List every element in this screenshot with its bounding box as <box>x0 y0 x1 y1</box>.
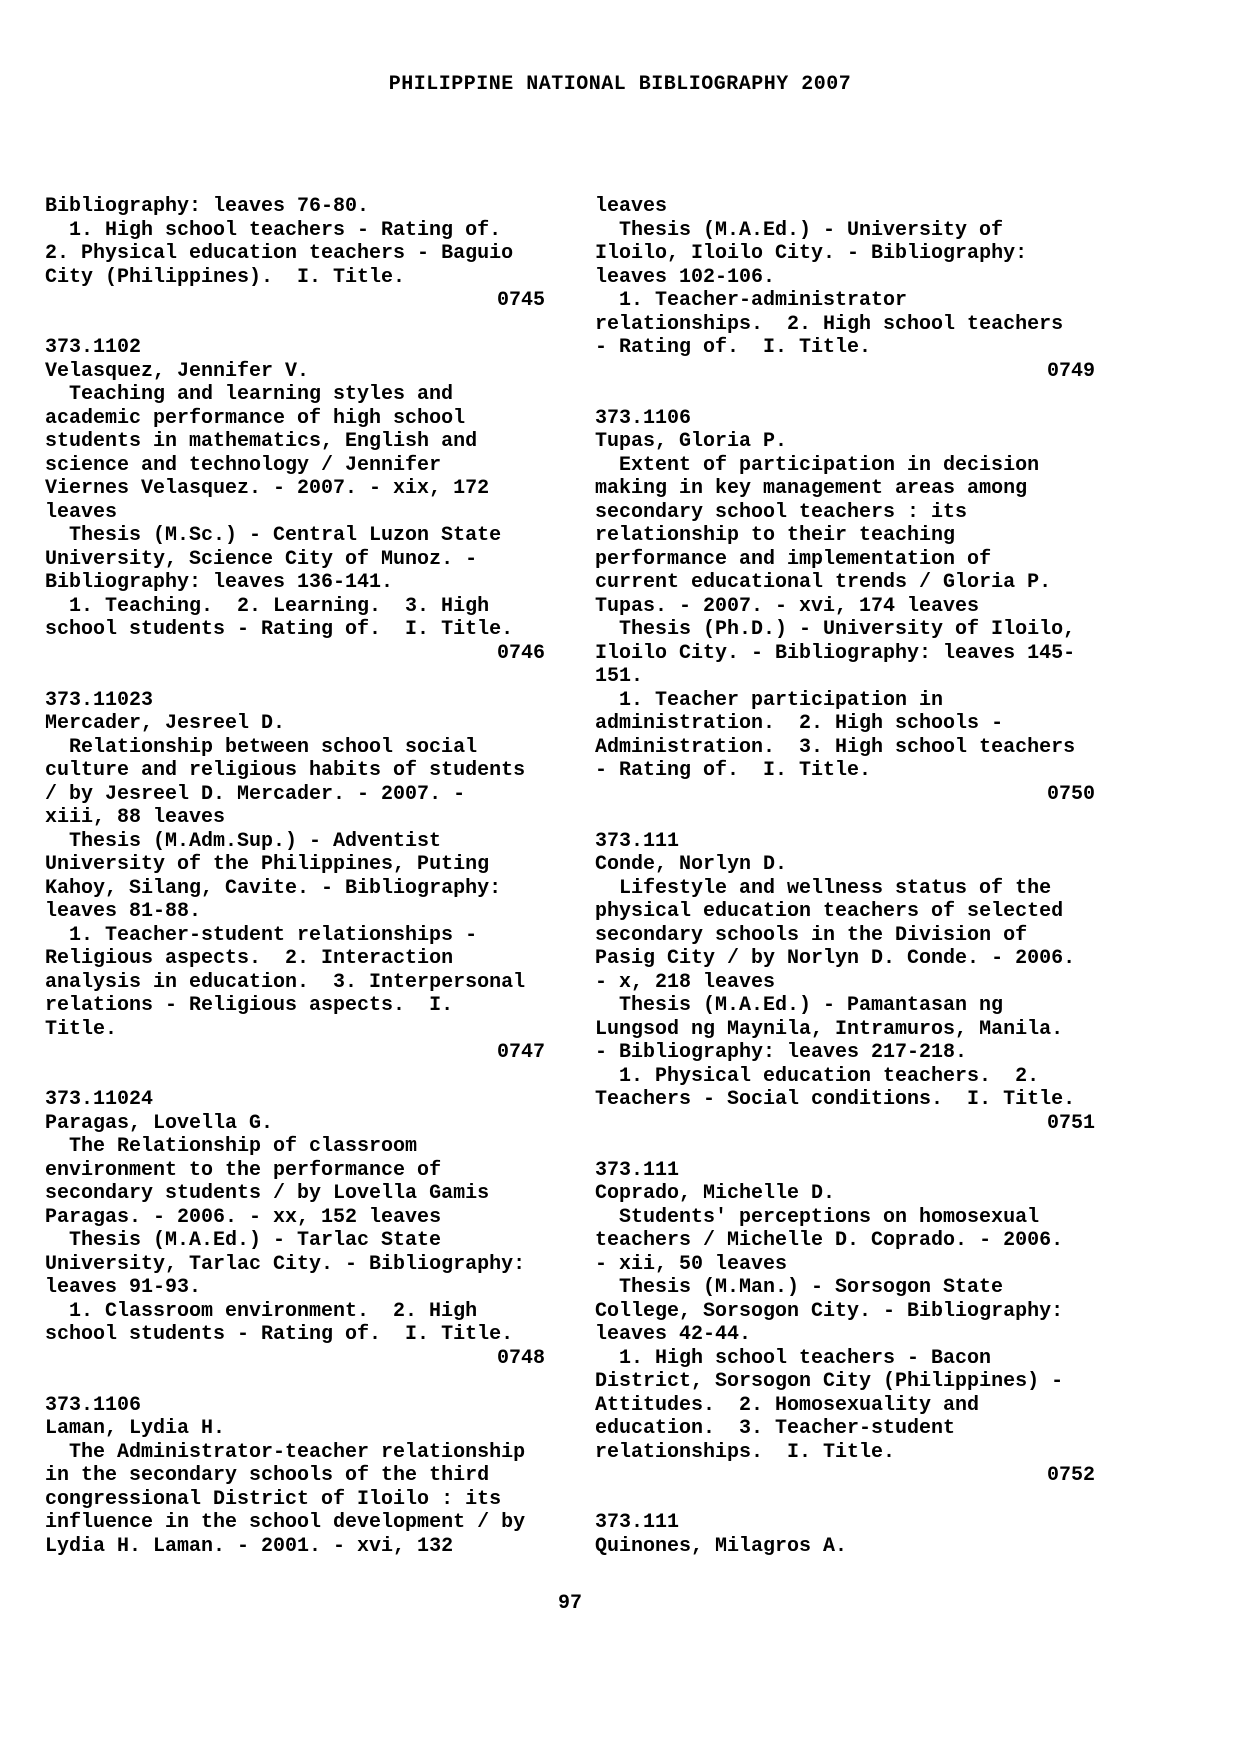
entry-number: 0746 <box>496 641 545 665</box>
entry-line: Thesis (M.Adm.Sup.) - Adventist <box>69 829 442 853</box>
entry-line: students in mathematics, English and <box>45 430 478 453</box>
entry-line: relationships. 2. High school teachers <box>595 312 1064 336</box>
entry-line: Lydia H. Laman. - 2001. - xvi, 132 <box>45 1534 454 1558</box>
entry-line: - Rating of. I. Title. <box>595 759 872 782</box>
entry-line: education. 3. Teacher-student <box>595 1417 956 1440</box>
entry-spacer <box>595 1488 1095 1512</box>
entry-line: Iloilo City. - Bibliography: leaves 145- <box>595 641 1076 665</box>
entry-line: City (Philippines). I. Title. <box>45 265 406 289</box>
entry-line: 1. High school teachers - Bacon <box>619 1346 992 1370</box>
entry-line: Students' perceptions on homosexual <box>619 1205 1040 1229</box>
entry-line: leaves <box>45 500 118 524</box>
entry-line: secondary school teachers : its <box>595 500 968 524</box>
entry-line: Thesis (M.Sc.) - Central Luzon State <box>69 524 502 547</box>
bibliography-entry <box>45 1394 545 1559</box>
bibliography-entry <box>595 830 1095 1136</box>
entry-line: University, Science City of Munoz. - <box>45 547 478 571</box>
left-column <box>45 195 545 1558</box>
entry-number: 0749 <box>1046 359 1095 383</box>
entry-line: Bibliography: leaves 76-80. <box>45 195 370 218</box>
entry-spacer <box>595 383 1095 407</box>
entry-line: Teachers - Social conditions. I. Title. <box>595 1088 1076 1111</box>
entry-line: District, Sorsogon City (Philippines) - <box>595 1370 1064 1393</box>
bibliography-entry <box>45 1088 545 1370</box>
entry-line: 151. <box>595 665 644 688</box>
entry-line: Viernes Velasquez. - 2007. - xix, 172 <box>45 477 490 500</box>
entry-spacer <box>45 1370 545 1394</box>
entry-line: - Rating of. I. Title. <box>595 336 872 359</box>
entry-line: Kahoy, Silang, Cavite. - Bibliography: <box>45 876 502 900</box>
entry-line: analysis in education. 3. Interpersonal <box>45 970 526 994</box>
entry-line: environment to the performance of <box>45 1158 442 1182</box>
entry-line: 1. High school teachers - Rating of. <box>69 218 502 242</box>
page-number: 97 <box>557 1592 582 1615</box>
entry-line: academic performance of high school <box>45 406 466 430</box>
entry-line: 1. Classroom environment. 2. High <box>69 1299 478 1323</box>
entry-line: Religious aspects. 2. Interaction <box>45 947 454 970</box>
entry-line: secondary schools in the Division of <box>595 923 1028 947</box>
entry-line: - Bibliography: leaves 217-218. <box>595 1041 968 1064</box>
entry-line: in the secondary schools of the third <box>45 1464 490 1487</box>
entry-line: Mercader, Jesreel D. <box>45 712 286 735</box>
entry-line: College, Sorsogon City. - Bibliography: <box>595 1299 1064 1323</box>
entry-line: teachers / Michelle D. Coprado. - 2006. <box>595 1229 1064 1252</box>
bibliography-entry <box>45 336 545 665</box>
entry-line: 373.11023 <box>45 688 154 712</box>
entry-line: school students - Rating of. I. Title. <box>45 618 514 641</box>
entry-line: The Administrator-teacher relationship <box>69 1440 526 1464</box>
entry-line: Lungsod ng Maynila, Intramuros, Manila. <box>595 1017 1064 1041</box>
entry-line: Administration. 3. High school teachers <box>595 735 1076 759</box>
entry-line: 373.11024 <box>45 1088 154 1111</box>
entry-line: The Relationship of classroom <box>69 1135 418 1158</box>
bibliography-entry <box>45 689 545 1065</box>
entry-number: 0752 <box>1046 1464 1095 1487</box>
entry-line: Thesis (M.A.Ed.) - University of <box>619 218 1004 242</box>
entry-line: school students - Rating of. I. Title. <box>45 1323 514 1346</box>
entry-line: 1. Teacher participation in <box>619 688 944 712</box>
entry-line: Velasquez, Jennifer V. <box>45 359 310 383</box>
entry-spacer <box>45 665 545 689</box>
entry-line: relations - Religious aspects. I. <box>45 994 454 1017</box>
entry-line: Quinones, Milagros A. <box>595 1534 848 1558</box>
entry-number: 0745 <box>496 289 545 312</box>
entry-spacer <box>45 313 545 337</box>
entry-line: / by Jesreel D. Mercader. - 2007. - <box>45 782 466 806</box>
entry-number: 0747 <box>496 1041 545 1064</box>
bibliography-entry <box>595 1159 1095 1488</box>
entry-line: 373.111 <box>595 1158 680 1182</box>
entry-line: leaves 42-44. <box>595 1323 752 1346</box>
entry-number: 0750 <box>1046 782 1095 806</box>
entry-line: - xii, 50 leaves <box>595 1252 788 1276</box>
entry-line: Pasig City / by Norlyn D. Conde. - 2006. <box>595 947 1076 970</box>
entry-line: Coprado, Michelle D. <box>595 1182 836 1205</box>
entry-line: Thesis (Ph.D.) - University of Iloilo, <box>619 618 1076 641</box>
entry-line: Extent of participation in decision <box>619 453 1040 477</box>
entry-line: 373.111 <box>595 1511 680 1534</box>
entry-line: leaves 81-88. <box>45 900 202 923</box>
entry-line: 1. Teacher-student relationships - <box>69 923 478 947</box>
entry-line: making in key management areas among <box>595 477 1028 500</box>
entry-line: current educational trends / Gloria P. <box>595 571 1052 594</box>
entry-line: leaves <box>595 195 668 218</box>
entry-line: Laman, Lydia H. <box>45 1417 226 1440</box>
entry-spacer <box>45 1065 545 1089</box>
entry-spacer <box>595 1135 1095 1159</box>
entry-line: Title. <box>45 1017 118 1041</box>
entry-line: Conde, Norlyn D. <box>595 853 788 876</box>
entry-line: Attitudes. 2. Homosexuality and <box>595 1393 980 1417</box>
entry-line: Bibliography: leaves 136-141. <box>45 571 394 594</box>
entry-line: science and technology / Jennifer <box>45 453 442 477</box>
entry-line: - x, 218 leaves <box>595 970 776 994</box>
entry-line: Tupas. - 2007. - xvi, 174 leaves <box>595 594 980 618</box>
bibliography-entry <box>595 1511 1095 1558</box>
entry-line: Teaching and learning styles and <box>69 383 454 406</box>
entry-line: Paragas. - 2006. - xx, 152 leaves <box>45 1205 442 1229</box>
entry-line: Iloilo, Iloilo City. - Bibliography: <box>595 242 1028 265</box>
entry-line: 1. Physical education teachers. 2. <box>619 1064 1040 1088</box>
entry-line: Relationship between school social <box>69 735 478 759</box>
entry-line: xiii, 88 leaves <box>45 806 226 829</box>
entry-line: Thesis (M.Man.) - Sorsogon State <box>619 1276 1004 1299</box>
entry-line: congressional District of Iloilo : its <box>45 1487 502 1511</box>
entry-line: performance and implementation of <box>595 547 992 571</box>
entry-line: University of the Philippines, Puting <box>45 853 490 876</box>
entry-line: administration. 2. High schools - <box>595 712 1004 735</box>
entry-line: leaves 91-93. <box>45 1276 202 1299</box>
entry-line: 1. Teaching. 2. Learning. 3. High <box>69 594 490 618</box>
entry-line: secondary students / by Lovella Gamis <box>45 1182 490 1205</box>
entry-line: Paragas, Lovella G. <box>45 1111 274 1135</box>
entry-line: 2. Physical education teachers - Baguio <box>45 242 514 265</box>
bibliography-entry <box>45 195 545 313</box>
entry-line: culture and religious habits of students <box>45 759 526 782</box>
bibliography-entry <box>595 407 1095 807</box>
entry-line: 373.111 <box>595 829 680 853</box>
entry-line: relationships. I. Title. <box>595 1440 896 1464</box>
page-header: PHILIPPINE NATIONAL BIBLIOGRAPHY 2007 <box>388 73 852 96</box>
entry-line: 373.1106 <box>45 1393 142 1417</box>
entry-line: Thesis (M.A.Ed.) - Tarlac State <box>69 1229 442 1252</box>
entry-number: 0748 <box>496 1346 545 1370</box>
entry-line: leaves 102-106. <box>595 265 776 289</box>
entry-line: University, Tarlac City. - Bibliography: <box>45 1252 526 1276</box>
bibliography-entry <box>595 195 1095 383</box>
entry-line: influence in the school development / by <box>45 1511 526 1534</box>
entry-line: Lifestyle and wellness status of the <box>619 876 1052 900</box>
entry-line: 1. Teacher-administrator <box>619 289 908 312</box>
entry-line: 373.1106 <box>595 406 692 430</box>
entry-spacer <box>595 806 1095 830</box>
entry-line: physical education teachers of selected <box>595 900 1064 923</box>
entry-number: 0751 <box>1046 1111 1095 1135</box>
entry-line: 373.1102 <box>45 336 142 359</box>
right-column <box>595 195 1095 1558</box>
entry-line: Tupas, Gloria P. <box>595 430 788 453</box>
entry-line: relationship to their teaching <box>595 524 956 547</box>
entry-line: Thesis (M.A.Ed.) - Pamantasan ng <box>619 994 1004 1017</box>
